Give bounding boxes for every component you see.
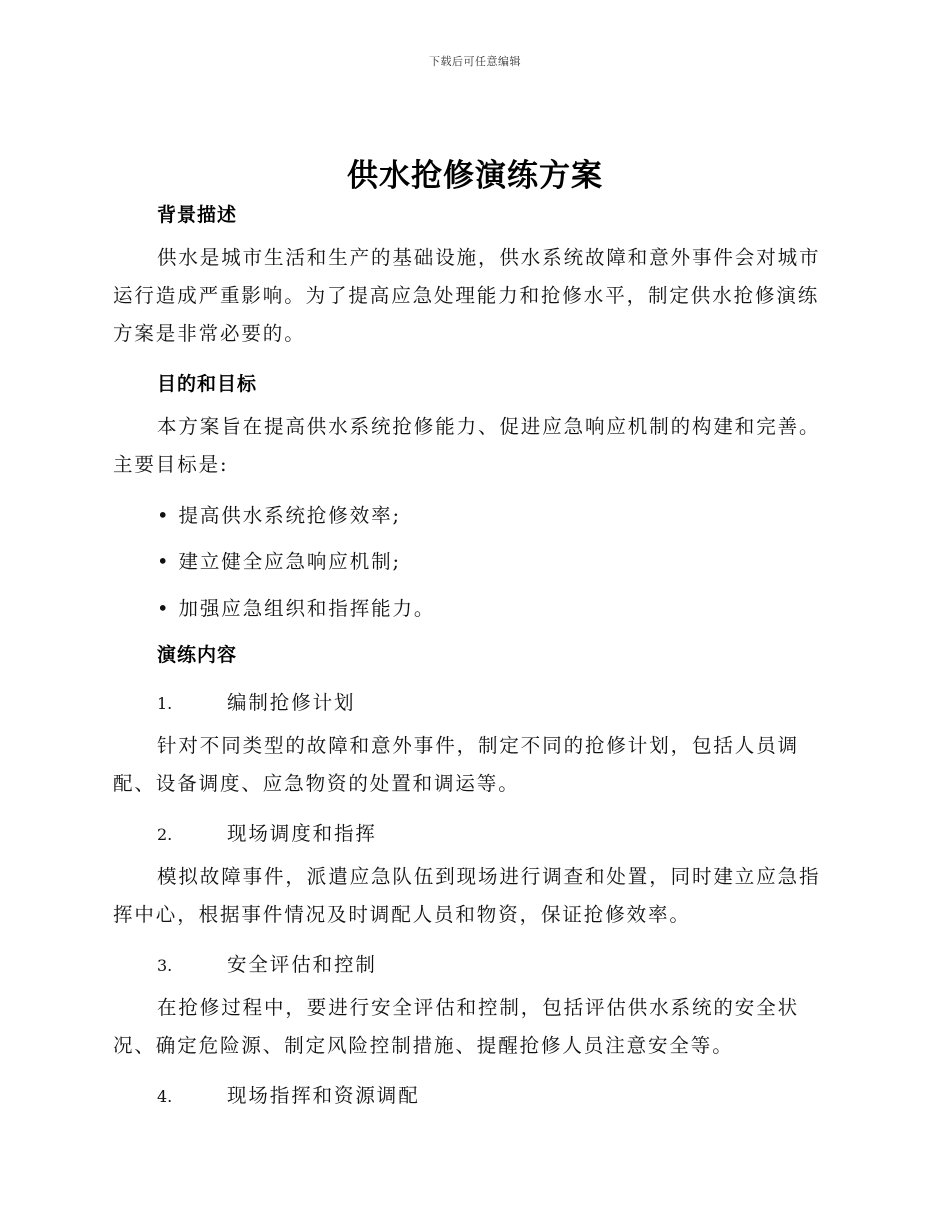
item-number: 1. bbox=[157, 694, 173, 713]
section-heading-goals: 目的和目标 bbox=[157, 373, 258, 395]
item-number: 4. bbox=[157, 1087, 173, 1106]
numbered-item bbox=[157, 818, 877, 846]
item-title: 现场指挥和资源调配 bbox=[227, 1084, 420, 1107]
bullet-item: • 加强应急组织和指挥能力。 bbox=[157, 597, 436, 620]
numbered-item bbox=[157, 687, 877, 715]
numbered-item bbox=[157, 1080, 877, 1108]
section-heading-background: 背景描述 bbox=[157, 204, 238, 226]
paragraph-background: 供水是城市生活和生产的基础设施，供水系统故障和意外事件会对城市运行造成严重影响。为了提高应急处理能力和抢修水平，制定供水抢修演练方案是非常必要的。 bbox=[113, 246, 821, 345]
section-heading-content: 演练内容 bbox=[157, 644, 238, 666]
item-title: 编制抢修计划 bbox=[227, 691, 356, 714]
item-paragraph: 针对不同类型的故障和意外事件，制定不同的抢修计划，包括人员调配、设备调度、应急物资的处置和调运等。 bbox=[113, 734, 800, 795]
item-title: 现场调度和指挥 bbox=[227, 822, 377, 845]
numbered-item bbox=[157, 949, 877, 977]
item-paragraph: 在抢修过程中，要进行安全评估和控制，包括评估供水系统的安全状况、确定危险源、制定风险控制措施、提醒抢修人员注意安全等。 bbox=[113, 996, 800, 1057]
item-title: 安全评估和控制 bbox=[227, 953, 377, 976]
item-paragraph: 模拟故障事件，派遣应急队伍到现场进行调查和处置，同时建立应急指挥中心，根据事件情况及时调配人员和物资，保证抢修效率。 bbox=[113, 865, 821, 926]
item-number: 2. bbox=[157, 825, 173, 844]
item-number: 3. bbox=[157, 956, 173, 975]
header-note: 下载后可任意编辑 bbox=[429, 55, 521, 68]
bullet-item: • 建立健全应急响应机制; bbox=[157, 550, 401, 573]
document-title: 供水抢修演练方案 bbox=[347, 158, 603, 194]
paragraph-goals: 本方案旨在提高供水系统抢修能力、促进应急响应机制的构建和完善。主要目标是: bbox=[113, 415, 821, 476]
bullet-item: • 提高供水系统抢修效率; bbox=[157, 504, 401, 527]
